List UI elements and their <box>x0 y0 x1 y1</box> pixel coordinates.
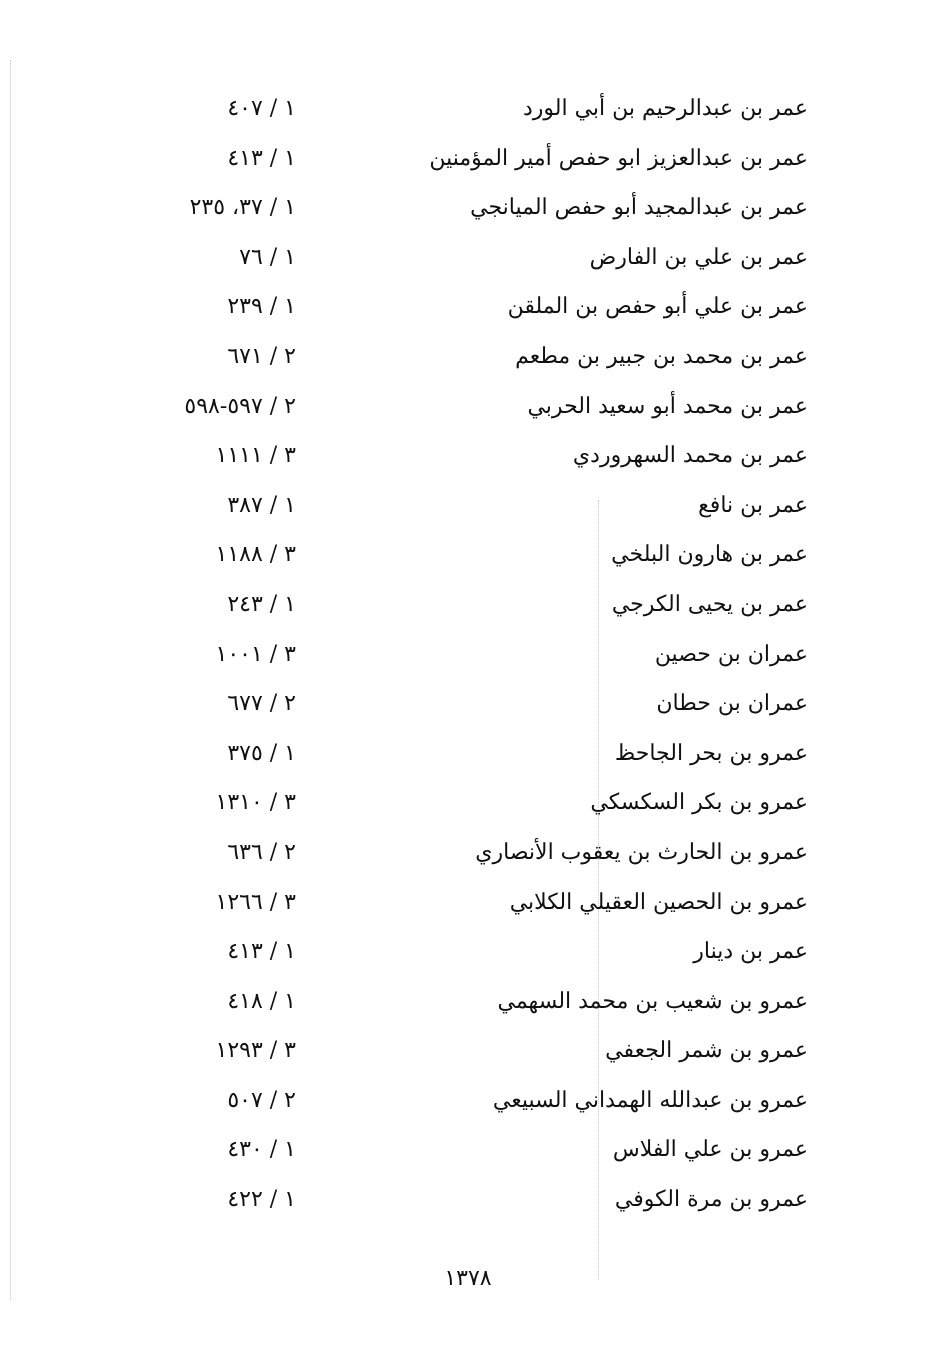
entry-name: عمران بن حصين <box>654 641 808 667</box>
entry-name: عمر بن محمد أبو سعيد الحربي <box>527 393 808 419</box>
index-entry-row <box>0 284 936 334</box>
entry-page-reference: ١ / ٤١٣ <box>227 939 296 965</box>
index-entry-row <box>0 1177 936 1227</box>
entry-page-reference: ١ / ٤١٨ <box>227 988 296 1014</box>
index-entry-row <box>0 830 936 880</box>
entry-name: عمران بن حطان <box>656 691 808 717</box>
entry-name: عمرو بن بكر السكسكي <box>590 790 808 816</box>
entry-page-reference: ١ / ٤٢٢ <box>227 1187 296 1213</box>
index-entry-row <box>0 731 936 781</box>
index-list <box>0 86 936 1227</box>
entry-name: عمر بن دينار <box>693 939 808 965</box>
index-entry-row <box>0 780 936 830</box>
entry-name: عمر بن علي أبو حفص بن الملقن <box>507 294 808 320</box>
entry-page-reference: ١ / ٣٧، ٢٣٥ <box>189 195 296 221</box>
index-entry-row <box>0 532 936 582</box>
entry-page-reference: ٣ / ١٢٦٦ <box>215 889 296 915</box>
index-entry-row <box>0 384 936 434</box>
entry-name: عمرو بن الحصين العقيلي الكلابي <box>509 889 808 915</box>
index-entry-row <box>0 433 936 483</box>
entry-page-reference: ٢ / ٥٠٧ <box>227 1087 296 1113</box>
index-entry-row <box>0 1028 936 1078</box>
entry-page-reference: ١ / ٤٠٧ <box>227 96 296 121</box>
entry-page-reference: ٢ / ٦٧٧ <box>227 691 296 717</box>
entry-name: عمر بن محمد السهروردي <box>572 443 808 469</box>
index-entry-row <box>0 880 936 930</box>
entry-name: عمر بن يحيى الكرجي <box>611 591 808 617</box>
index-entry-row <box>0 136 936 186</box>
entry-page-reference: ٢ / ٦٣٦ <box>227 839 296 865</box>
entry-name: عمر بن نافع <box>698 492 808 518</box>
index-entry-row <box>0 1127 936 1177</box>
index-entry-row <box>0 582 936 632</box>
entry-page-reference: ١ / ٤١٣ <box>227 145 296 171</box>
entry-page-reference: ١ / ٢٤٣ <box>227 591 296 617</box>
entry-name: عمر بن علي بن الفارض <box>589 244 808 270</box>
entry-page-reference: ١ / ٧٦ <box>239 244 296 270</box>
entry-page-reference: ١ / ٣٨٧ <box>227 492 296 518</box>
entry-name: عمرو بن بحر الجاحظ <box>614 740 808 766</box>
entry-page-reference: ٣ / ١٠٠١ <box>215 641 296 667</box>
entry-name: عمرو بن شمر الجعفي <box>605 1038 808 1064</box>
index-entry-row <box>0 979 936 1029</box>
index-entry-row <box>0 483 936 533</box>
entry-name: عمرو بن علي الفلاس <box>612 1137 808 1163</box>
entry-page-reference: ٣ / ١٢٩٣ <box>215 1038 296 1064</box>
page-number: ١٣٧٨ <box>444 1266 492 1291</box>
index-entry-row <box>0 334 936 384</box>
index-entry-row <box>0 681 936 731</box>
index-entry-row <box>0 235 936 285</box>
entry-name: عمر بن هارون البلخي <box>611 542 808 568</box>
entry-page-reference: ٢ / ٥٩٧-٥٩٨ <box>184 393 296 419</box>
entry-page-reference: ١ / ٢٣٩ <box>227 294 296 320</box>
entry-name: عمرو بن عبدالله الهمداني السبيعي <box>492 1087 808 1113</box>
entry-name: عمرو بن الحارث بن يعقوب الأنصاري <box>475 839 808 865</box>
index-entry-row <box>0 86 936 136</box>
entry-page-reference: ١ / ٣٧٥ <box>227 740 296 766</box>
entry-page-reference: ٢ / ٦٧١ <box>227 343 296 369</box>
entry-page-reference: ٣ / ١٣١٠ <box>215 790 296 816</box>
entry-name: عمر بن محمد بن جبير بن مطعم <box>515 343 808 369</box>
entry-page-reference: ٣ / ١١١١ <box>215 443 296 469</box>
entry-name: عمرو بن شعيب بن محمد السهمي <box>497 988 808 1014</box>
index-entry-row <box>0 929 936 979</box>
entry-name: عمر بن عبدالمجيد أبو حفص الميانجي <box>470 195 808 221</box>
entry-page-reference: ١ / ٤٣٠ <box>227 1137 296 1163</box>
index-entry-row <box>0 632 936 682</box>
index-entry-row <box>0 1078 936 1128</box>
index-entry-row <box>0 185 936 235</box>
entry-name: عمر بن عبدالرحيم بن أبي الورد <box>522 96 808 121</box>
entry-name: عمرو بن مرة الكوفي <box>614 1187 808 1213</box>
entry-name: عمر بن عبدالعزيز ابو حفص أمير المؤمنين <box>429 145 808 171</box>
entry-page-reference: ٣ / ١١٨٨ <box>215 542 296 568</box>
